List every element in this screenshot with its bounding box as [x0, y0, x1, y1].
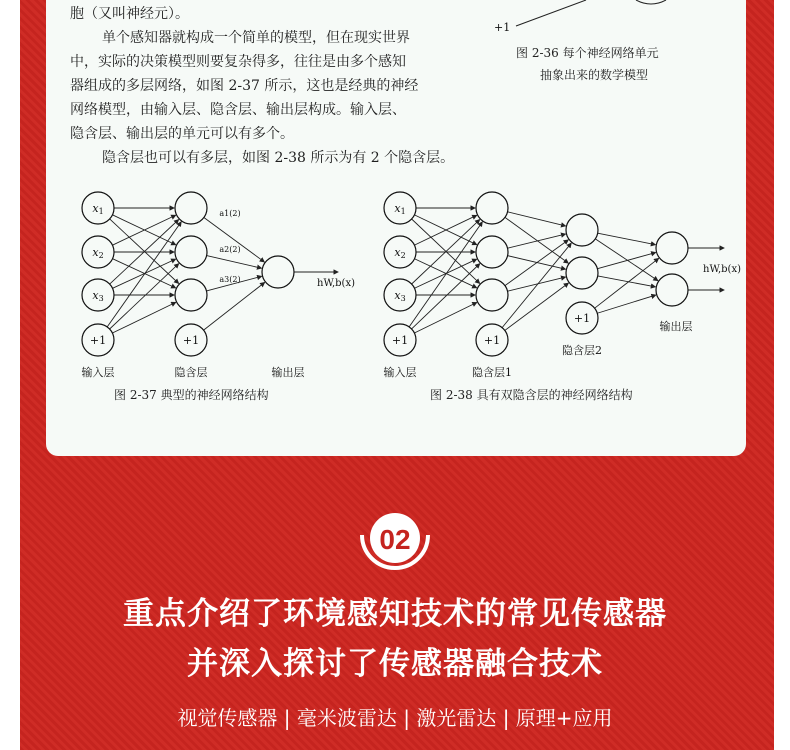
activation-label: a3(2)	[219, 275, 241, 284]
fig36-caption-line2: 抽象出来的数学模型	[540, 68, 649, 82]
section-number-badge	[356, 505, 434, 575]
fig37-caption: 图 2-37 典型的神经网络结构	[114, 388, 269, 402]
connection-arrow	[508, 234, 566, 248]
tagline: 视觉传感器 | 毫米波雷达 | 激光雷达 | 原理+应用	[177, 706, 613, 730]
book-paragraph-line: 隐含层、输出层的单元可以有多个。	[70, 126, 294, 142]
connection-arrow	[107, 222, 181, 327]
connection-arrow	[598, 276, 656, 287]
connection-arrow	[595, 239, 658, 281]
output-node	[656, 274, 688, 306]
fig38-caption: 图 2-38 具有双隐含层的神经网络结构	[430, 388, 633, 402]
connection-arrow	[409, 222, 482, 327]
headline-line-2: 并深入探讨了传感器融合技术	[187, 646, 603, 682]
book-paragraph-line: 器组成的多层网络，如图 2-37 所示，这也是经典的神经	[70, 78, 419, 94]
hidden-node	[175, 279, 207, 311]
fig36-caption: 图 2-36 每个神经网络单元	[516, 46, 659, 60]
hidden1-node	[476, 192, 508, 224]
node-label: +1	[483, 334, 501, 347]
connection-arrow	[508, 212, 566, 226]
book-paragraph-line: 中，实际的决策模型则要复杂得多，往往是由多个感知	[70, 54, 406, 70]
layer-label: 隐含层	[174, 366, 208, 379]
node-label: x3	[92, 289, 104, 303]
book-page-excerpt	[46, 0, 746, 456]
layer-label: 输入层	[81, 366, 115, 379]
book-paragraph-line: 单个感知器就构成一个简单的模型，但在现实世界	[102, 30, 410, 46]
figure-2-37-network	[46, 180, 356, 380]
hidden1-node	[476, 279, 508, 311]
connection-arrow	[597, 253, 655, 269]
hidden-node	[175, 192, 207, 224]
connection-arrow	[598, 233, 656, 245]
connection-arrow	[505, 283, 569, 330]
connection-arrow	[207, 256, 262, 269]
figure-2-38-network	[366, 180, 746, 380]
book-paragraph-line: 网络模型，由输入层、隐含层、输出层构成。输入层、	[70, 102, 406, 118]
hidden-node	[175, 236, 207, 268]
node-label: x3	[394, 289, 406, 303]
node-label: +1	[573, 312, 591, 325]
figure-2-36-fragment	[486, 0, 706, 40]
connection-arrow	[502, 243, 571, 327]
activation-label: a1(2)	[219, 209, 241, 218]
hidden2-node	[566, 257, 598, 289]
badge-number: 02	[379, 524, 411, 555]
layer-label: 输出层	[659, 320, 693, 333]
node-label: x1	[394, 202, 406, 216]
output-node	[656, 232, 688, 264]
connection-arrow	[204, 217, 264, 261]
book-paragraph-line: 隐含层也可以有多层，如图 2-38 所示为有 2 个隐含层。	[102, 150, 455, 166]
hidden1-node	[476, 236, 508, 268]
connection-arrow	[597, 295, 655, 313]
fig36-bias-label: +1	[494, 21, 511, 34]
output-node	[262, 256, 294, 288]
book-top-line: 胞（又叫神经元）。	[70, 6, 189, 22]
layer-label: 输出层	[271, 366, 305, 379]
hidden2-node	[566, 214, 598, 246]
node-label: x2	[394, 246, 406, 260]
output-label: hW,b(x)	[703, 264, 741, 275]
output-label: hW,b(x)	[317, 278, 355, 289]
node-label: x1	[92, 202, 104, 216]
headline-line-1: 重点介绍了环境感知技术的常见传感器	[123, 596, 667, 632]
connection-arrow	[508, 277, 566, 291]
node-label: x2	[92, 246, 104, 260]
layer-label: 输入层	[383, 366, 417, 379]
activation-label: a2(2)	[219, 245, 241, 254]
node-label: +1	[89, 334, 107, 347]
layer-label: 隐含层2	[562, 344, 602, 357]
layer-label: 隐含层1	[472, 366, 512, 379]
node-label: +1	[391, 334, 409, 347]
node-label: +1	[182, 334, 200, 347]
connection-arrow	[595, 258, 659, 308]
